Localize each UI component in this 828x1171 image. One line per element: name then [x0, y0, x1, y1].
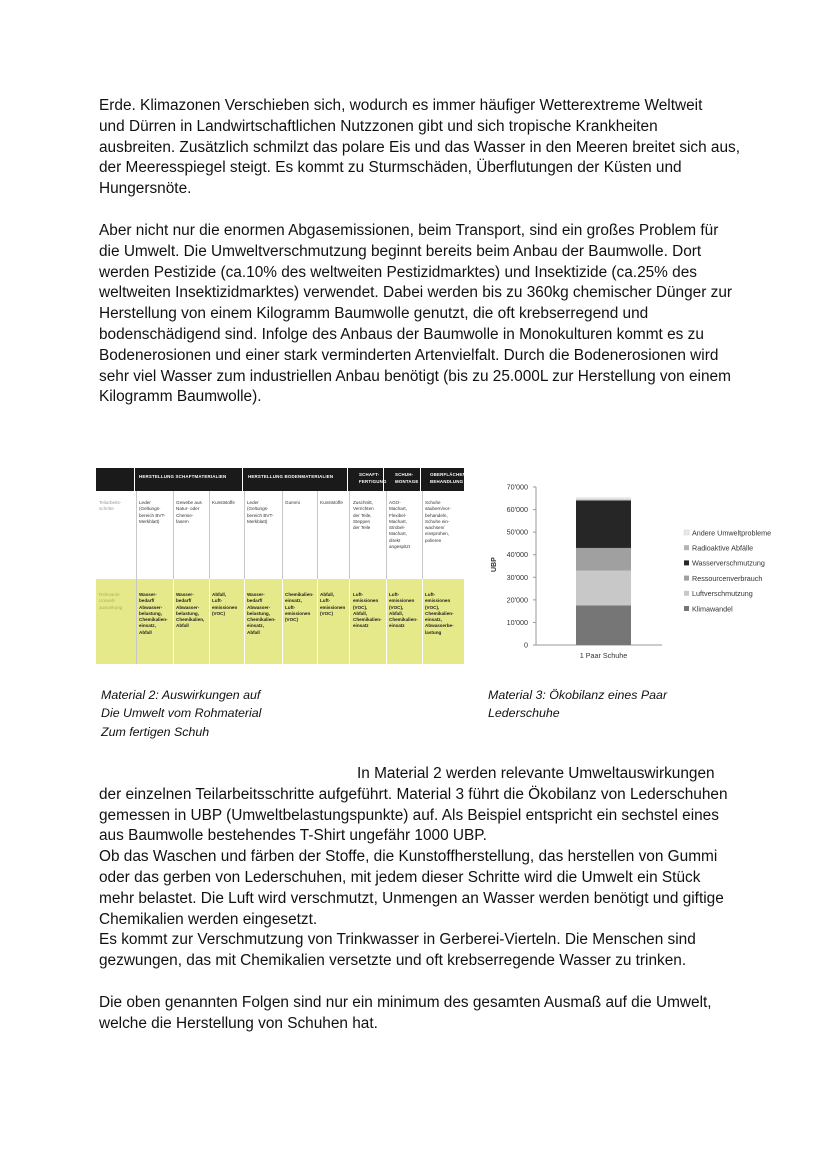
- y-tick-label: 60'000: [506, 505, 528, 515]
- y-axis-label: UBP: [491, 557, 498, 572]
- text-line: Erde. Klimazonen Verschieben sich, wodurch es immer häufiger Wetterextreme Weltweit: [99, 97, 703, 114]
- process-step-cell: Kunststoffe: [212, 500, 235, 505]
- legend-label: Luftverschmutzung: [692, 589, 753, 599]
- impact-cell: Luft- emissionen (VOC), Abfall, Chemikalien- einsatz: [389, 592, 418, 629]
- text-line: bodenschädigend sind. Infolge des Anbaus der Baumwolle in Monokulturen kommt es zu: [99, 325, 704, 343]
- process-step-cell: Leder (Geltungs- bereich BVT- Merkblatt): [247, 500, 274, 524]
- text-line: oder das gerben von Lederschuhen, mit jedem dieser Schritte wird die Umwelt ein Stück: [99, 868, 701, 886]
- paragraph-conclusion: [99, 993, 739, 1035]
- legend-swatch: [684, 606, 689, 611]
- material2-caption: Material 2: Auswirkungen auf Die Umwelt vom Rohmaterial Zum fertigen Schuh: [101, 688, 262, 739]
- header-label: SCHUH-: [395, 472, 414, 477]
- x-tick-label: 1 Paar Schuhe: [579, 651, 628, 660]
- material3-stacked-bar-chart: [484, 478, 784, 664]
- material2-process-table: [96, 468, 468, 664]
- y-tick-label: 70'000: [506, 482, 528, 492]
- text-line: sehr viel Wasser zum industriellen Anbau benötigt (bis zu 25.000L zur Herstellung von einem: [99, 367, 731, 385]
- paragraph-materials: [99, 764, 759, 972]
- text-line: und Dürren in Landwirtschaftlichen Nutzzonen gibt und sich tropische Krankheiten: [99, 117, 658, 135]
- process-step-cell: Zuschnitt, Verrichten der Teile, Steppen der Teile: [353, 500, 374, 531]
- text-line: In Material 2 werden relevante Umweltauswirkungen: [357, 765, 715, 782]
- header-label: FERTIGUNG: [359, 479, 387, 484]
- text-line: gezwungen, das mit Chemikalien versetzte und oft krebserregende Wasser zu trinken.: [99, 952, 687, 970]
- legend-label: Ressourcenverbrauch: [692, 573, 763, 583]
- impact-cell: Wasser- bedarf/ Abwasser- belastung, Chemikalien, Abfall: [176, 592, 205, 629]
- header-label: HERSTELLUNG BODENMATERIALIEN: [248, 474, 334, 479]
- chart-svg: [484, 478, 784, 664]
- impact-cell: Wasser- bedarf/ Abwasser- belastung, Chemikalien- einsatz, Abfall: [247, 592, 276, 635]
- text-line: Chemikalien werden eingesetzt.: [99, 910, 318, 928]
- y-tick-label: 20'000: [506, 595, 528, 605]
- text-line: welche die Herstellung von Schuhen hat.: [99, 1014, 378, 1032]
- text-line: der einzelnen Teilarbeitsschritte aufgeführt. Material 3 führt die Ökobilanz von Lederschuhen: [99, 785, 728, 803]
- row-label-teilarbeitsschritte: Teilarbeits- schritte: [99, 500, 122, 512]
- text-line: der Meeresspiegel steigt. Es kommt zu Sturmschäden, Überflutungen der Küsten und: [99, 159, 682, 177]
- text-line: Aber nicht nur die enormen Abgasemissionen, beim Transport, sind ein großes Problem für: [99, 222, 719, 239]
- legend-label: Wasserverschmutzung: [692, 558, 765, 568]
- text-line: Hungersnöte.: [99, 180, 192, 198]
- process-step-cell: AGO- Machart, Flexibel- Machart, Strobel- Machart, direkt angespitzt: [389, 500, 410, 550]
- legend-swatch: [684, 530, 689, 535]
- legend-swatch: [684, 591, 689, 596]
- legend-swatch: [684, 576, 689, 581]
- impact-cell: Abfall, Luft- emissionen (VOC): [320, 592, 346, 616]
- paragraph-climate: [99, 96, 739, 200]
- text-line: Bodenerosionen und einer stark verminderten Artenvielfalt. Durch die Bodenerosionen wird: [99, 346, 719, 364]
- process-step-cell: Schuhe säubern/vor- behandeln, Schuhe ein- wachsen/ einsprühen, polieren: [425, 500, 451, 543]
- text-line: Die oben genannten Folgen sind nur ein minimum des gesamten Ausmaß auf die Umwelt,: [99, 994, 712, 1011]
- y-tick-label: 0: [524, 640, 528, 650]
- material3-caption: Material 3: Ökobilanz eines Paar Lederschuhe: [488, 688, 668, 721]
- bar-segment-ressourcenverbrauch: [576, 548, 631, 571]
- legend-swatch: [684, 545, 689, 550]
- header-label: OBERFLÄCHEN-: [430, 472, 468, 477]
- process-step-cell: Gummi: [285, 500, 300, 505]
- legend-swatch: [684, 560, 689, 565]
- impact-cell: Abfall, Luft- emissionen (VOC): [212, 592, 238, 616]
- process-step-cell: Kunststoffe: [320, 500, 343, 505]
- header-label: SCHAFT-: [359, 472, 380, 477]
- process-step-cell: Leder (Geltungs- bereich BVT- Merkblatt): [139, 500, 166, 524]
- text-line: gemessen in UBP (Umweltbelastungspunkte) auf. Als Beispiel entspricht ein sechstel eines: [99, 806, 719, 824]
- y-tick-label: 40'000: [506, 550, 528, 560]
- bar-segment-radioaktive-abf-lle: [576, 499, 631, 500]
- bar-segment-klimawandel: [576, 606, 631, 646]
- text-line: Kilogramm Baumwolle).: [99, 388, 262, 406]
- y-tick-label: 30'000: [506, 572, 528, 582]
- text-line: Herstellung von einem Kilogramm Baumwolle genutzt, die oft krebserregend und: [99, 305, 649, 323]
- text-line: Ob das Waschen und färben der Stoffe, die Kunstoffherstellung, das herstellen von Gummi: [99, 848, 718, 866]
- header-label: BEHANDLUNG: [430, 479, 464, 484]
- y-tick-label: 10'000: [506, 617, 528, 627]
- impact-cell: Luft- emissionen (VOC), Chemikalien- einsatz, Abwasserbe- lastung: [425, 592, 454, 635]
- legend-label: Klimawandel: [692, 604, 733, 614]
- process-step-cell: Gewebe aus Natur- oder Chemie- fasern: [176, 500, 202, 524]
- text-line: ausbreiten. Zusätzlich schmilzt das polare Eis und das Wasser in den Meeren breitet sich aus,: [99, 138, 741, 156]
- text-line: Es kommt zur Verschmutzung von Trinkwasser in Gerberei-Vierteln. Die Menschen sind: [99, 931, 696, 949]
- bar-segment-luftverschmutzung: [576, 571, 631, 606]
- y-tick-label: 50'000: [506, 527, 528, 537]
- text-line: die Umwelt. Die Umweltverschmutzung beginnt bereits beim Anbau der Baumwolle. Dort: [99, 242, 702, 260]
- text-line: mehr belastet. Die Luft wird verschmutzt, Unmengen an Wasser werden benötigt und giftige: [99, 889, 724, 907]
- header-label: HERSTELLUNG SCHAFTMATERIALIEN: [139, 474, 227, 479]
- text-line: weltweiten Insektizidmarktes) verwendet. Dabei werden bis zu 360kg chemischer Dünger zur: [99, 284, 733, 302]
- legend-label: Andere Umweltprobleme: [692, 528, 772, 538]
- bar-segment-andere-umweltprobleme: [576, 497, 631, 499]
- text-line: aus Baumwolle bestehendes T-Shirt ungefähr 1000 UBP.: [99, 827, 487, 845]
- impact-cell: Wasser- bedarf/ Abwasser- belastung, Chemikalien- einsatz, Abfall: [139, 592, 168, 635]
- header-label: MONTAGE: [395, 479, 419, 484]
- paragraph-cotton: [99, 221, 739, 408]
- row-label-umweltauswirkung: Relevante Umwelt- auswirkung: [99, 592, 123, 610]
- text-line: werden Pestizide (ca.10% des weltweiten Pestizidmarktes) und Insektizide (ca.25% des: [99, 263, 697, 281]
- impact-cell: Chemikalien- einsatz, Luft- emissionen (VOC): [285, 592, 314, 623]
- legend-label: Radioaktive Abfälle: [692, 543, 754, 553]
- table-header-blank: [96, 468, 134, 491]
- bar-segment-wasserverschmutzung: [576, 501, 631, 548]
- impact-cell: Luft- emissionen (VOC), Abfall, Chemikalien- einsatz: [353, 592, 382, 629]
